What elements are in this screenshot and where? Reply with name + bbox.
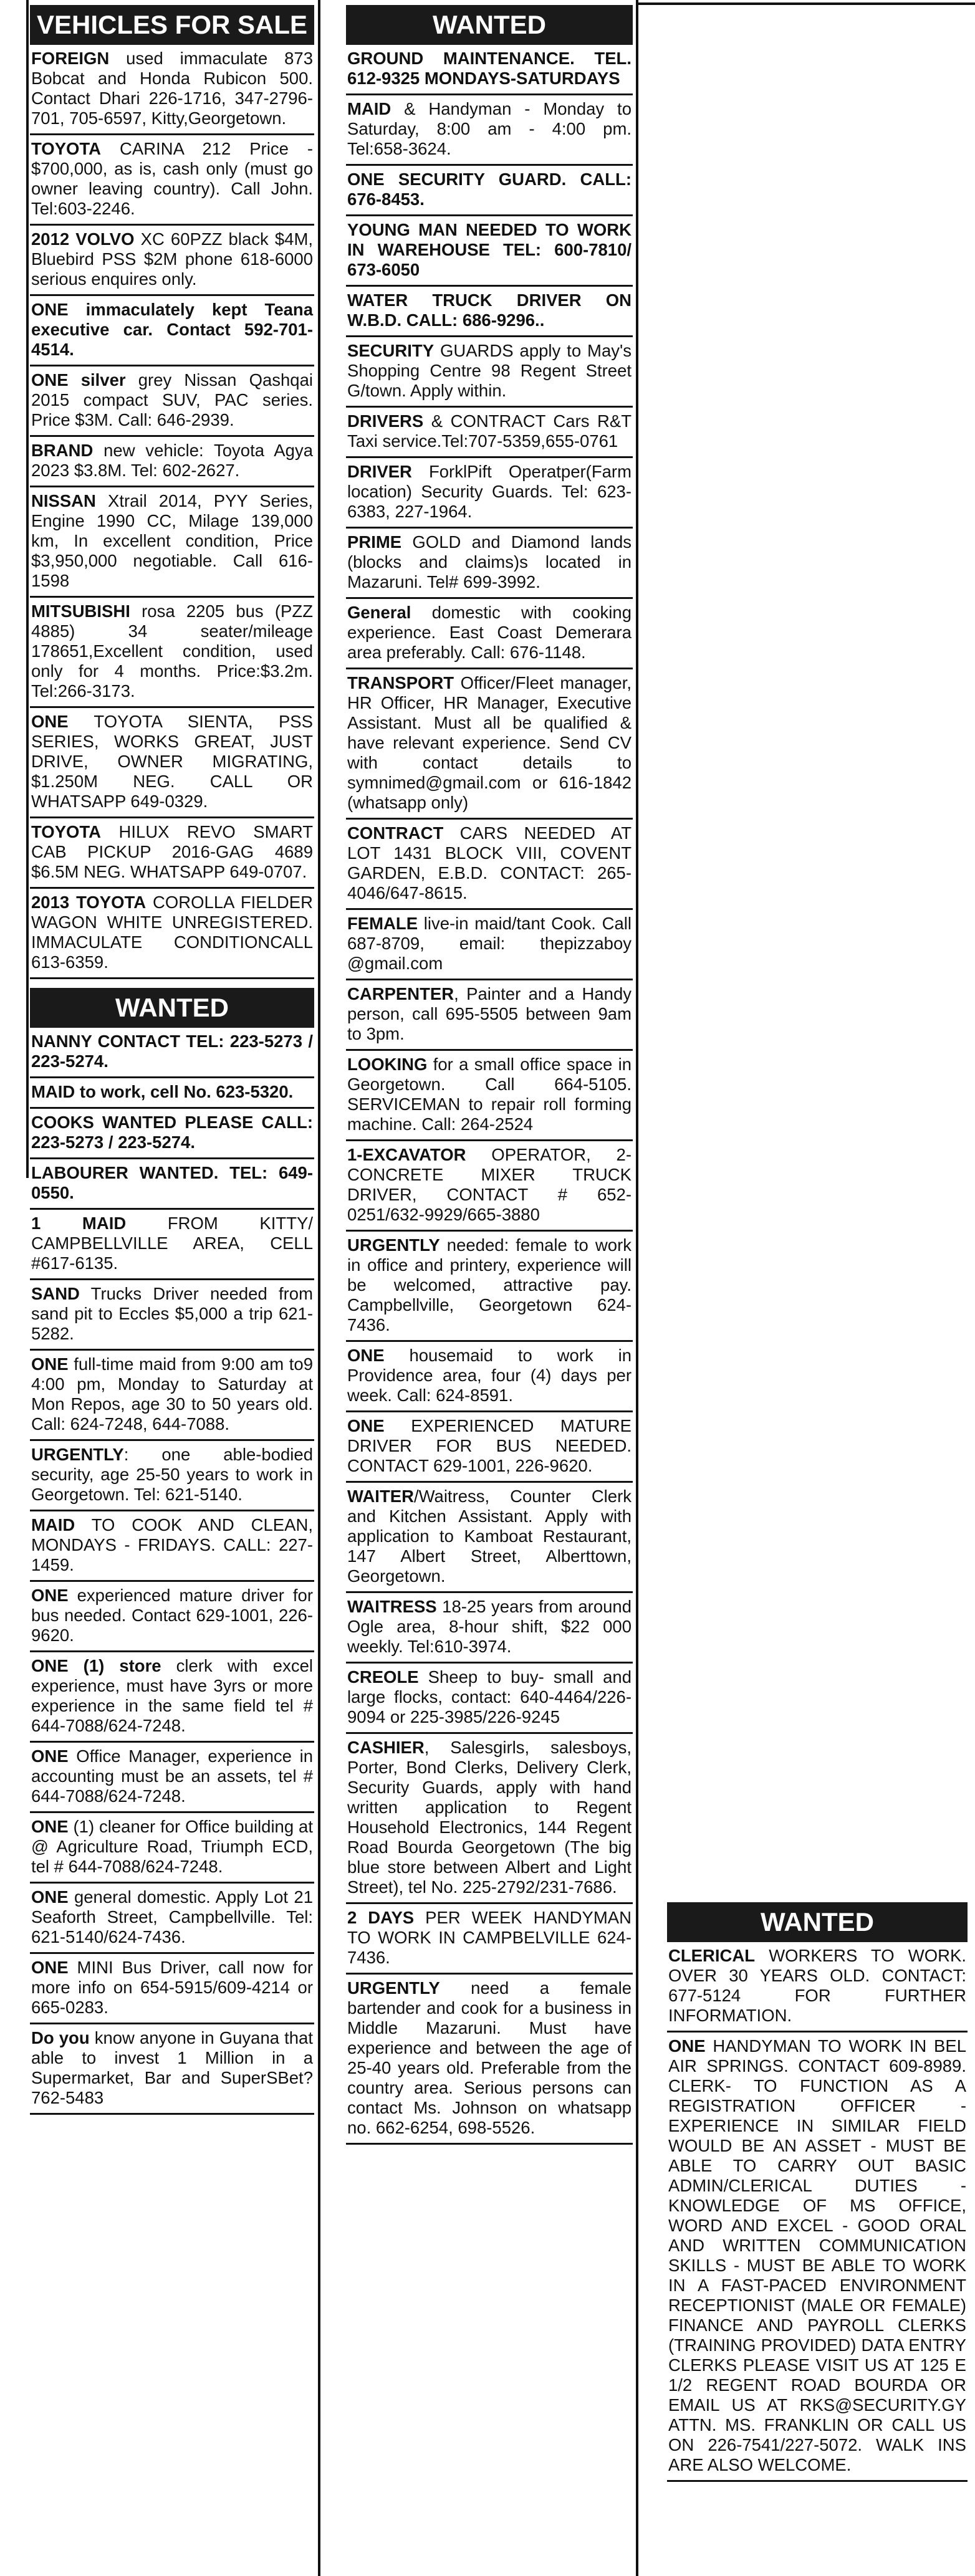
- classified-ad: [30, 889, 314, 979]
- ad-lead: CASHIER: [347, 1738, 425, 1757]
- classified-ad: [346, 599, 633, 669]
- ad-lead: DRIVERS: [347, 411, 424, 431]
- ad-lead: LABOURER WANTED. TEL: 649-0550.: [31, 1163, 313, 1202]
- ad-lead: 2 DAYS: [347, 1908, 415, 1927]
- ad-text: housemaid to work in Providence area, four (4) days per week. Call: 624-8591.: [347, 1346, 632, 1405]
- classified-ad: [346, 216, 633, 287]
- classified-ad: [346, 408, 633, 458]
- ad-lead: MITSUBISHI: [31, 601, 130, 621]
- ad-lead: ONE SECURITY GUARD. CALL: 676-8453.: [347, 170, 632, 209]
- ad-lead: ONE: [347, 1346, 385, 1365]
- ad-lead: ONE immaculately kept Teana executive car. Contact 592-701-4514.: [31, 300, 313, 359]
- ad-lead: FEMALE: [347, 914, 418, 933]
- ad-text: need a female bartender and cook for a business in Middle Mazaruni. Must have experience and between the age of 25-40 years old. Preferable from the country area. Serious persons can contact Ms. Johnson on whatsapp no. 662-6254, 698-5526.: [347, 1978, 632, 2137]
- ad-lead: TRANSPORT: [347, 673, 454, 692]
- ad-lead: COOKS WANTED PLEASE CALL: 223-5273 / 223-5274.: [31, 1113, 313, 1152]
- ads-list-wanted-right: [667, 1942, 968, 2482]
- classified-ad: [30, 1078, 314, 1109]
- ad-text: Officer/Fleet manager, HR Officer, HR Manager, Executive Assistant. Must all be qualified & have relevant experience. Send CV with contact details to symnimed@gmail.com or 616-1842 (whatsapp only): [347, 673, 632, 812]
- ad-lead: DRIVER: [347, 462, 412, 481]
- ad-lead: SECURITY: [347, 341, 435, 360]
- ad-lead: SAND: [31, 1284, 80, 1303]
- ad-text: CARINA 212 Price - $700,000, as is, cash only (must go owner leaving country). Call John. Tel:603-2246.: [31, 139, 313, 218]
- ad-lead: ONE: [31, 1817, 69, 1836]
- ad-lead: ONE: [31, 1746, 69, 1766]
- ad-text: domestic with cooking experience. East Coast Demerara area preferably. Call: 676-1148.: [347, 603, 632, 662]
- ad-text: : one able-bodied security, age 25-50 years to work in Georgetown. Tel: 621-5140.: [31, 1445, 313, 1504]
- classified-ad: [346, 820, 633, 910]
- classified-ad: [30, 1954, 314, 2024]
- ad-lead: TOYOTA: [31, 822, 102, 841]
- ad-text: new vehicle: Toyota Agya 2023 $3.8M. Tel: 602-2627.: [31, 441, 313, 480]
- classified-ad: [346, 1975, 633, 2145]
- classified-ad: [346, 1664, 633, 1734]
- ad-text: /Waitress, Counter Clerk and Kitchen Assistant. Apply with application to Kamboat Restaurant, 147 Albert Street, Alberttown, Georgetown.: [347, 1487, 632, 1586]
- column-wanted-middle: [346, 5, 633, 2145]
- ad-lead: NANNY CONTACT TEL: 223-5273 / 223-5274.: [31, 1032, 313, 1071]
- ad-text: grey Nissan Qashqai 2015 compact SUV, PAC series. Price $3M. Call: 646-2939.: [31, 370, 313, 429]
- ad-lead: 2012 VOLVO: [31, 229, 135, 249]
- ad-lead: URGENTLY: [347, 1235, 440, 1255]
- ad-lead: ONE silver: [31, 370, 126, 390]
- ad-lead: ONE: [31, 712, 69, 731]
- column-rule-left: [26, 0, 29, 1178]
- ad-lead: MAID to work, cell No. 623-5320.: [31, 1082, 294, 1101]
- classified-ad: [30, 1813, 314, 1884]
- ad-text: HANDYMAN TO WORK IN BEL AIR SPRINGS. CONTACT 609-8989. CLERK- TO FUNCTION AS A REGISTRATION OFFICER - EXPERIENCE IN SIMILAR FIELD WOULD BE AN ASSET - MUST BE ABLE TO CARRY OUT BASIC ADMIN/CLERICAL DUTIES - KNOWLEDGE OF MS OFFICE, WORD AND EXCEL - GOOD ORAL AND WRITTEN COMMUNICATION SKILLS - MUST BE ABLE TO WORK IN A FAST-PACED ENVIRONMENT RECEPTIONIST (MALE OR FEMALE) FINANCE AND PAYROLL CLERKS (TRAINING PROVIDED) DATA ENTRY CLERKS PLEASE VISIT US AT 125 E 1/2 REGENT ROAD BOURDA OR EMAIL US AT RKS@SECURITY.GY ATTN. MS. FRANKLIN OR CALL US ON 226-7541/227-5072. WALK INS ARE ALSO WELCOME.: [668, 2036, 966, 2474]
- section-banner-wanted-middle: WANTED: [346, 5, 633, 45]
- classified-ad: [346, 287, 633, 337]
- ad-text: 18-25 years from around Ogle area, 8-hour shift, $22 000 weekly. Tel:610-3974.: [347, 1597, 632, 1656]
- ad-lead: ONE (1) store: [31, 1656, 161, 1675]
- ad-text: WORKERS TO WORK. OVER 30 YEARS OLD. CONTACT: 677-5124 FOR FURTHER INFORMATION.: [668, 1946, 966, 2025]
- classified-ad: [30, 2024, 314, 2115]
- ad-text: Xtrail 2014, PYY Series, Engine 1990 CC, Milage 139,000 km, In excellent condition, Price $3,950,000 negotiable. Call 616-1598: [31, 491, 313, 590]
- ad-lead: CARPENTER: [347, 984, 454, 1003]
- ads-list-vehicles: [30, 45, 314, 979]
- classified-ad: [30, 1511, 314, 1582]
- ad-lead: MAID: [31, 1515, 75, 1535]
- ad-lead: URGENTLY: [31, 1445, 124, 1464]
- ad-text: GOLD and Diamond lands (blocks and claims)s located in Mazaruni. Tel# 699-3992.: [347, 532, 632, 591]
- classified-ad: [30, 1109, 314, 1159]
- ad-text: TO COOK AND CLEAN, MONDAYS - FRIDAYS. CALL: 227-1459.: [31, 1515, 313, 1574]
- classified-ad: [30, 226, 314, 296]
- classified-ad: [30, 296, 314, 366]
- ad-text: ForklPift Operatper(Farm location) Security Guards. Tel: 623-6383, 227-1964.: [347, 462, 632, 521]
- classified-ad: [346, 1232, 633, 1342]
- ad-text: TOYOTA SIENTA, PSS SERIES, WORKS GREAT, JUST DRIVE, OWNER MIGRATING, $1.250M NEG. CALL OR WHATSAPP 649-0329.: [31, 712, 313, 811]
- ad-lead: LOOKING: [347, 1055, 428, 1074]
- classified-ad: [30, 437, 314, 487]
- ad-lead: TOYOTA: [31, 139, 102, 158]
- ad-text: & CONTRACT Cars R&T Taxi service.Tel:707-5359,655-0761: [347, 411, 632, 451]
- ad-text: Trucks Driver needed from sand pit to Eccles $5,000 a trip 621-5282.: [31, 1284, 313, 1343]
- column-vehicles-and-wanted: [30, 5, 314, 2115]
- ad-lead: WATER TRUCK DRIVER ON W.B.D. CALL: 686-9296..: [347, 290, 632, 330]
- classified-ad: [30, 1028, 314, 1078]
- classified-ad: [30, 1351, 314, 1441]
- classified-ad: [346, 529, 633, 599]
- classified-ad: [667, 1942, 968, 2033]
- classified-ad: [346, 1342, 633, 1412]
- classified-ad: [346, 1734, 633, 1904]
- classified-ad: [346, 337, 633, 408]
- ad-text: & Handyman - Monday to Saturday, 8:00 am - 4:00 pm. Tel:658-3624.: [347, 99, 632, 158]
- classified-ad: [346, 45, 633, 95]
- classified-ad: [30, 1280, 314, 1351]
- ad-text: HILUX REVO SMART CAB PICKUP 2016-GAG 4689 $6.5M NEG. WHATSAPP 649-0707.: [31, 822, 313, 881]
- classified-ad: [346, 669, 633, 820]
- ad-text: full-time maid from 9:00 am to9 4:00 pm, Monday to Saturday at Mon Repos, age 30 to 50 years old. Call: 624-7248, 644-7088.: [31, 1354, 313, 1434]
- ad-lead: CREOLE: [347, 1667, 419, 1687]
- ad-lead: WAITRESS: [347, 1597, 437, 1616]
- classified-ad: [30, 708, 314, 818]
- classified-ad: [30, 1159, 314, 1210]
- ad-lead: ONE: [31, 1958, 69, 1977]
- classified-ad: [30, 818, 314, 889]
- classified-ad: [30, 1210, 314, 1280]
- ad-lead: 1 MAID: [31, 1214, 127, 1233]
- ad-text: CARS NEEDED AT LOT 1431 BLOCK VIII, COVENT GARDEN, E.B.D. CONTACT: 265-4046/647-8615.: [347, 823, 632, 903]
- classified-ad: [346, 1412, 633, 1483]
- classified-ad: [30, 45, 314, 135]
- ad-text: XC 60PZZ black $4M, Bluebird PSS $2M phone 618-6000 serious enquires only.: [31, 229, 314, 289]
- ad-text: for a small office space in Georgetown. Call 664-5105. SERVICEMAN to repair roll forming machine. Call: 264-2524: [347, 1055, 632, 1134]
- ad-text: live-in maid/tant Cook. Call 687-8709, email: thepizzaboy @gmail.com: [347, 914, 632, 973]
- classified-ad: [30, 1884, 314, 1954]
- ad-text: needed: female to work in office and printery, experience will be welcomed, attractive pay. Campbellville, Georgetown 624-7436.: [347, 1235, 632, 1334]
- ad-text: EXPERIENCED MATURE DRIVER FOR BUS NEEDED. CONTACT 629-1001, 226-9620.: [347, 1416, 632, 1475]
- ad-text: rosa 2205 bus (PZZ 4885) 34 seater/mileage 178651,Excellent condition, used only for 4 months. Price:$3.2m. Tel:266-3173.: [31, 601, 313, 701]
- ad-lead: PRIME: [347, 532, 402, 552]
- ad-lead: NISSAN: [31, 491, 96, 510]
- classified-ad: [30, 366, 314, 437]
- ad-text: Office Manager, experience in accounting must be an assets, tel # 644-7088/624-7248.: [31, 1746, 313, 1806]
- top-rule-right: [636, 2, 975, 5]
- ad-text: MINI Bus Driver, call now for more info on 654-5915/609-4214 or 665-0283.: [31, 1958, 313, 2017]
- classified-ad: [346, 1593, 633, 1664]
- ad-text: general domestic. Apply Lot 21 Seaforth Street, Campbellville. Tel: 621-5140/624-7436.: [31, 1887, 313, 1946]
- ad-lead: MAID: [347, 99, 391, 118]
- ad-text: (1) cleaner for Office building at @ Agriculture Road, Triumph ECD, tel # 644-7088/624-7248.: [31, 1817, 313, 1876]
- classified-ad: [30, 1582, 314, 1652]
- ad-lead: General: [347, 603, 411, 622]
- ad-lead: URGENTLY: [347, 1978, 440, 1998]
- ad-lead: 1-EXCAVATOR: [347, 1145, 466, 1164]
- ad-lead: WAITER: [347, 1487, 414, 1506]
- ad-lead: ONE: [31, 1354, 69, 1374]
- ad-lead: Do you: [31, 2028, 90, 2047]
- ad-lead: 2013 TOYOTA: [31, 893, 146, 912]
- classified-ad: [346, 458, 633, 529]
- classified-ad: [30, 598, 314, 708]
- ad-lead: ONE: [347, 1416, 385, 1435]
- classified-ad: [30, 1743, 314, 1813]
- ad-text: experienced mature driver for bus needed. Contact 629-1001, 226-9620.: [31, 1586, 313, 1645]
- ad-lead: ONE: [668, 2036, 706, 2056]
- ad-text: FROM KITTY/ CAMPBELLVILLE AREA, CELL #617-6135.: [31, 1214, 313, 1273]
- ad-lead: CONTRACT: [347, 823, 444, 843]
- ad-text: used immaculate 873 Bobcat and Honda Rubicon 500. Contact Dhari 226-1716, 347-2796-701, 705-6597, Kitty,Georgetown.: [31, 49, 313, 128]
- ad-text: , Painter and a Handy person, call 695-5505 between 9am to 3pm.: [347, 984, 632, 1043]
- ad-text: know anyone in Guyana that able to invest 1 Million in a Supermarket, Bar and SuperSBet? 762-5483: [31, 2028, 313, 2107]
- ad-lead: GROUND MAINTENANCE. TEL. 612-9325 MONDAYS-SATURDAYS: [347, 49, 632, 88]
- classified-ad: [346, 1483, 633, 1593]
- section-banner-vehicles: VEHICLES FOR SALE: [30, 5, 314, 45]
- ad-lead: CLERICAL: [668, 1946, 756, 1965]
- classified-ad: [346, 910, 633, 980]
- ad-lead: YOUNG MAN NEEDED TO WORK IN WAREHOUSE TEL: 600-7810/ 673-6050: [347, 220, 632, 279]
- classified-ad: [346, 95, 633, 166]
- ad-lead: ONE: [31, 1586, 69, 1605]
- classified-ad: [30, 1441, 314, 1511]
- ads-list-wanted-middle: [346, 45, 633, 2145]
- classified-ad: [346, 1904, 633, 1975]
- classified-ad: [30, 487, 314, 598]
- ad-lead: FOREIGN: [31, 49, 110, 68]
- classified-ad: [667, 2033, 968, 2482]
- classified-ad: [30, 135, 314, 226]
- column-rule-mid: [318, 0, 320, 2576]
- classified-ad: [346, 1141, 633, 1232]
- classified-ad: [30, 1652, 314, 1743]
- ad-text: clerk with excel experience, must have 3yrs or more experience in the same field tel # 644-7088/624-7248.: [31, 1656, 313, 1735]
- ad-text: GUARDS apply to May's Shopping Centre 98 Regent Street G/town. Apply within.: [347, 341, 632, 400]
- classified-ad: [346, 166, 633, 216]
- column-wanted-right: [667, 1902, 968, 2482]
- ad-lead: BRAND: [31, 441, 94, 460]
- ad-text: PER WEEK HANDYMAN TO WORK IN CAMPBELVILLE 624-7436.: [347, 1908, 632, 1967]
- ad-text: COROLLA FIELDER WAGON WHITE UNREGISTERED. IMMACULATE CONDITIONCALL 613-6359.: [31, 893, 313, 972]
- ad-text: Sheep to buy- small and large flocks, contact: 640-4464/226-9094 or 225-3985/226-9245: [347, 1667, 632, 1726]
- ad-text: , Salesgirls, salesboys, Porter, Bond Clerks, Delivery Clerk, Security Guards, apply with hand written application to Regent Household Electronics, 144 Regent Road Bourda Georgetown (The big blue store between Albert and Light Street), tel No. 225-2792/231-7686.: [347, 1738, 632, 1897]
- ads-list-wanted: [30, 1028, 314, 2115]
- classified-ad: [346, 1051, 633, 1141]
- section-banner-wanted-right: WANTED: [667, 1902, 968, 1942]
- classified-ad: [346, 980, 633, 1051]
- ad-lead: ONE: [31, 1887, 69, 1907]
- section-banner-wanted: WANTED: [30, 988, 314, 1028]
- ad-text: OPERATOR, 2- CONCRETE MIXER TRUCK DRIVER, CONTACT # 652-0251/632-9929/665-3880: [347, 1145, 632, 1224]
- column-rule-right: [636, 0, 638, 2576]
